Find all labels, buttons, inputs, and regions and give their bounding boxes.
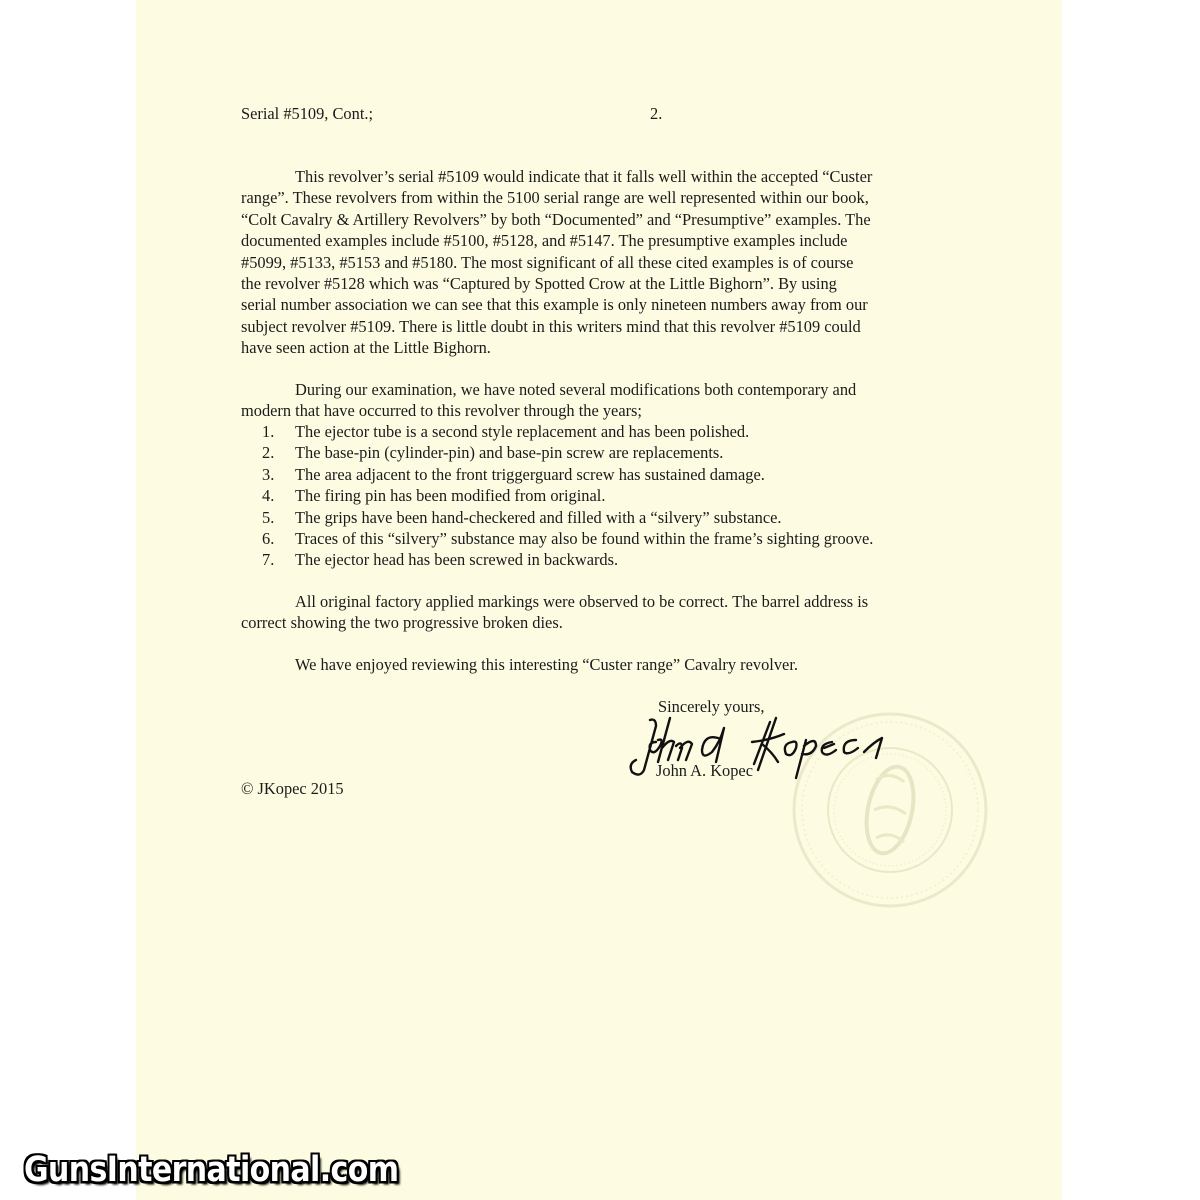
text-line: subject revolver #5109. There is little doubt in this writers mind that this revolver #5109 could <box>241 316 861 336</box>
list-item <box>262 549 873 570</box>
paragraph-serial-range <box>241 166 961 359</box>
list-item-number: 3. <box>262 464 275 484</box>
list-item-text: The grips have been hand-checkered and filled with a “silvery” substance. <box>295 507 782 527</box>
list-item-text: The base-pin (cylinder-pin) and base-pin screw are replacements. <box>295 443 724 463</box>
paragraph-markings <box>241 591 961 634</box>
salutation: Sincerely yours, <box>658 697 765 716</box>
text-line: correct showing the two progressive broken dies. <box>241 613 563 633</box>
list-item <box>262 464 873 485</box>
text-line: the revolver #5128 which was “Captured by Spotted Crow at the Little Bighorn”. By using <box>241 274 837 294</box>
list-item <box>262 528 873 549</box>
text-line: All original factory applied markings were observed to be correct. The barrel address is <box>295 592 869 611</box>
list-item-text: The firing pin has been modified from original. <box>295 486 606 506</box>
text-line: serial number association we can see that this example is only nineteen numbers away from our <box>241 295 868 315</box>
page-number: 2. <box>650 104 663 123</box>
modifications-list <box>262 421 873 571</box>
text-line: This revolver’s serial #5109 would indicate that it falls well within the accepted “Custer <box>295 167 873 186</box>
text-line: #5099, #5133, #5153 and #5180. The most significant of all these cited examples is of course <box>241 252 854 272</box>
list-item <box>262 507 873 528</box>
text-line: During our examination, we have noted several modifications both contemporary and <box>295 380 857 399</box>
list-item <box>262 421 873 442</box>
serial-continuation-heading: Serial #5109, Cont.; <box>241 104 374 123</box>
text-line: range”. These revolvers from within the 5100 serial range are well represented within our book, <box>241 188 869 208</box>
text-line: We have enjoyed reviewing this interesting “Custer range” Cavalry revolver. <box>295 655 798 674</box>
copyright-notice: © JKopec 2015 <box>241 779 344 798</box>
list-item-number: 7. <box>262 550 275 570</box>
text-line: “Colt Cavalry & Artillery Revolvers” by both “Documented” and “Presumptive” examples. The <box>241 209 871 229</box>
paragraph-examination <box>241 379 961 422</box>
list-item-text: The area adjacent to the front triggerguard screw has sustained damage. <box>295 464 765 484</box>
list-item-number: 2. <box>262 443 275 463</box>
paragraph-closing-remark <box>241 654 961 675</box>
list-item-number: 1. <box>262 422 275 441</box>
signatory-name: John A. Kopec <box>656 761 753 780</box>
text-line: documented examples include #5100, #5128, and #5147. The presumptive examples include <box>241 231 848 251</box>
list-item-number: 4. <box>262 486 275 506</box>
list-item-number: 5. <box>262 507 275 527</box>
text-line: have seen action at the Little Bighorn. <box>241 338 491 358</box>
list-item-number: 6. <box>262 528 275 548</box>
list-item-text: The ejector head has been screwed in backwards. <box>295 550 619 570</box>
list-item <box>262 485 873 506</box>
text-line: modern that have occurred to this revolver through the years; <box>241 401 642 421</box>
list-item-text: Traces of this “silvery” substance may also be found within the frame’s sighting groove. <box>295 528 874 548</box>
list-item-text: The ejector tube is a second style replacement and has been polished. <box>295 422 750 441</box>
list-item <box>262 442 873 463</box>
site-watermark: GunsInternational.com <box>24 1150 399 1191</box>
